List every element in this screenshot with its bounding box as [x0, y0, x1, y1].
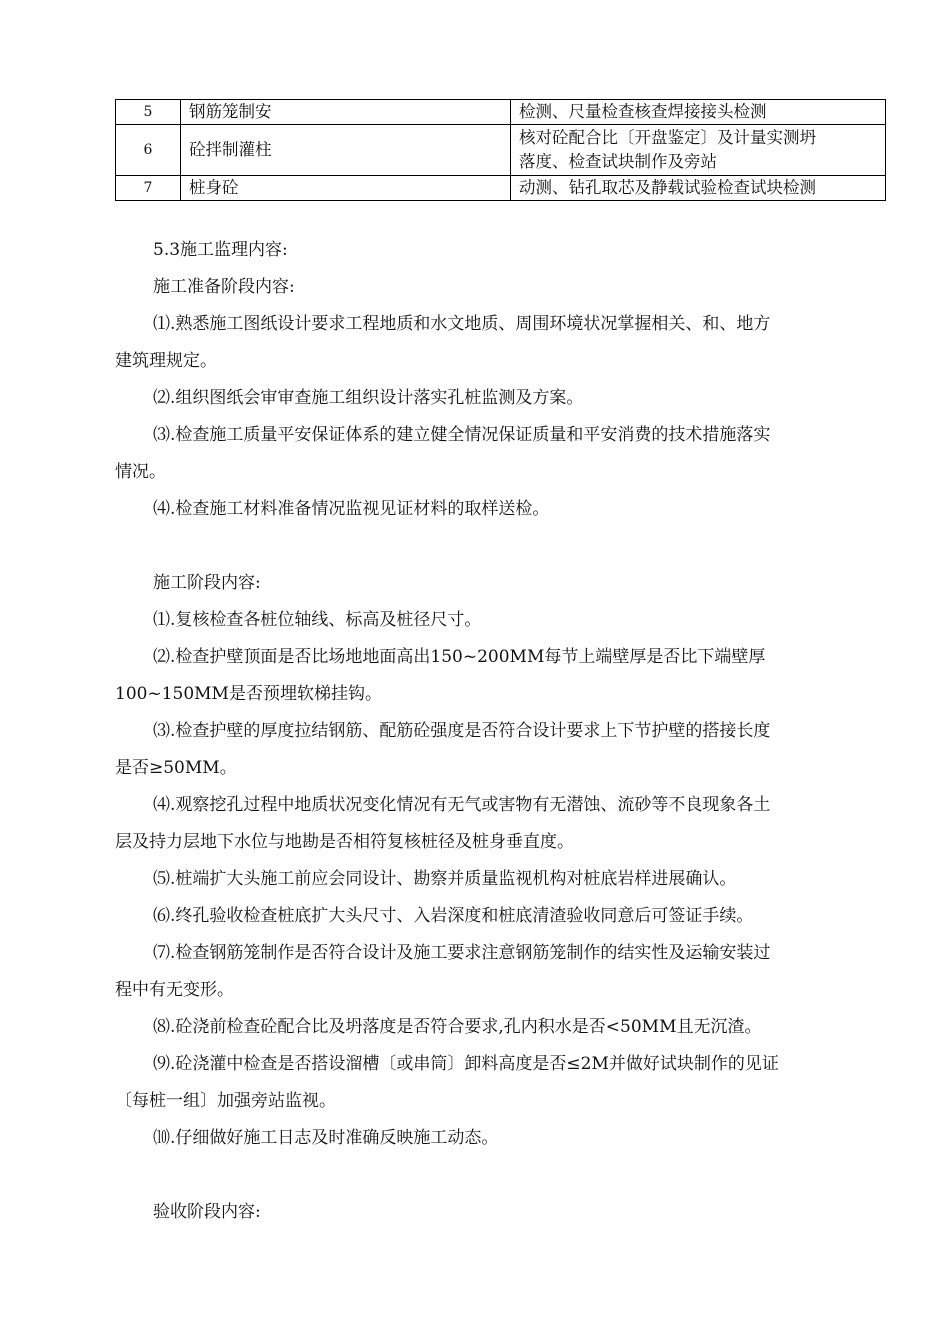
- item-line: ⑹.终孔验收检查桩底扩大头尺寸、入岩深度和桩底清渣验收同意后可签证手续。: [153, 906, 754, 926]
- item-line: ⑴.熟悉施工图纸设计要求工程地质和水文地质、周围环境状况掌握相关、和、地方: [153, 314, 771, 334]
- item-line: ⑶.检查护壁的厚度拉结钢筋、配筋砼强度是否符合设计要求上下节护壁的搭接长度: [153, 721, 771, 741]
- row-number: 6: [116, 125, 181, 176]
- row-content: [511, 125, 886, 176]
- row-content-line: 动测、钻孔取芯及静载试验检查试块检测: [519, 178, 816, 197]
- item-line: ⑵.组织图纸会审审查施工组织设计落实孔桩监测及方案。: [153, 388, 584, 408]
- construction-item: [115, 602, 860, 639]
- item-line: ⑻.砼浇前检查砼配合比及坍落度是否符合要求,孔内积水是否<50MM且无沉渣。: [153, 1017, 762, 1037]
- row-content-line: 检测、尺量检查核查焊接接头检测: [519, 102, 767, 121]
- prep-item: [115, 491, 860, 528]
- row-content-line: 落度、检查试块制作及旁站: [519, 152, 717, 171]
- item-line: ⑷.观察挖孔过程中地质状况变化情况有无气或害物有无潜蚀、流砂等不良现象各土: [153, 795, 771, 815]
- item-line: 层及持力层地下水位与地勘是否相符复核桩径及桩身垂直度。: [115, 832, 574, 852]
- item-line: 是否≥50MM。: [115, 758, 237, 778]
- item-line: ⑷.检查施工材料准备情况监视见证材料的取样送检。: [153, 499, 550, 519]
- item-line: ⑶.检查施工质量平安保证体系的建立健全情况保证质量和平安消费的技术措施落实: [153, 425, 771, 445]
- construction-item: [115, 1120, 860, 1157]
- prep-stage-title: 施工准备阶段内容:: [153, 277, 295, 297]
- item-line: ⑺.检查钢筋笼制作是否符合设计及施工要求注意钢筋笼制作的结实性及运输安装过: [153, 943, 771, 963]
- row-content-line: 核对砼配合比〔开盘鉴定〕及计量实测坍: [519, 128, 816, 147]
- spacer: [115, 1157, 860, 1194]
- prep-item: [115, 380, 860, 417]
- row-number: 5: [116, 100, 181, 125]
- section-body: [115, 232, 860, 1231]
- construction-item: [115, 639, 860, 713]
- row-content: [511, 176, 886, 201]
- item-line: 情况。: [115, 462, 166, 482]
- table-row: [116, 176, 886, 201]
- row-number: 7: [116, 176, 181, 201]
- construction-item: [115, 898, 860, 935]
- row-item: 钢筋笼制安: [181, 100, 511, 125]
- item-line: ⑽.仔细做好施工日志及时准确反映施工动态。: [153, 1128, 499, 1148]
- item-line: 建筑理规定。: [115, 351, 217, 371]
- section-heading: 5.3施工监理内容:: [153, 240, 288, 260]
- construction-item: [115, 787, 860, 861]
- item-line: 100~150MM是否预埋软梯挂钩。: [115, 684, 382, 704]
- acceptance-stage-title: 验收阶段内容:: [153, 1202, 261, 1222]
- construction-item: [115, 713, 860, 787]
- construction-stage-title: 施工阶段内容:: [153, 573, 261, 593]
- item-line: 〔每桩一组〕加强旁站监视。: [115, 1091, 336, 1111]
- prep-item: [115, 306, 860, 380]
- construction-item: [115, 1009, 860, 1046]
- item-line: ⑴.复核检查各桩位轴线、标高及桩径尺寸。: [153, 610, 482, 630]
- inspection-table: [115, 99, 886, 201]
- prep-item: [115, 417, 860, 491]
- spacer: [115, 528, 860, 565]
- construction-item: [115, 861, 860, 898]
- row-item: 砼拌制灌柱: [181, 125, 511, 176]
- item-line: ⑼.砼浇灌中检查是否搭设溜槽〔或串筒〕卸料高度是否≤2M并做好试块制作的见证: [153, 1054, 779, 1074]
- item-line: ⑵.检查护壁顶面是否比场地地面高出150~200MM每节上端壁厚是否比下端壁厚: [153, 647, 766, 667]
- row-item: 桩身砼: [181, 176, 511, 201]
- construction-item: [115, 935, 860, 1009]
- table-row: [116, 125, 886, 176]
- item-line: 程中有无变形。: [115, 980, 234, 1000]
- item-line: ⑸.桩端扩大头施工前应会同设计、勘察并质量监视机构对桩底岩样进展确认。: [153, 869, 737, 889]
- table-row: [116, 100, 886, 125]
- row-content: [511, 100, 886, 125]
- construction-item: [115, 1046, 860, 1120]
